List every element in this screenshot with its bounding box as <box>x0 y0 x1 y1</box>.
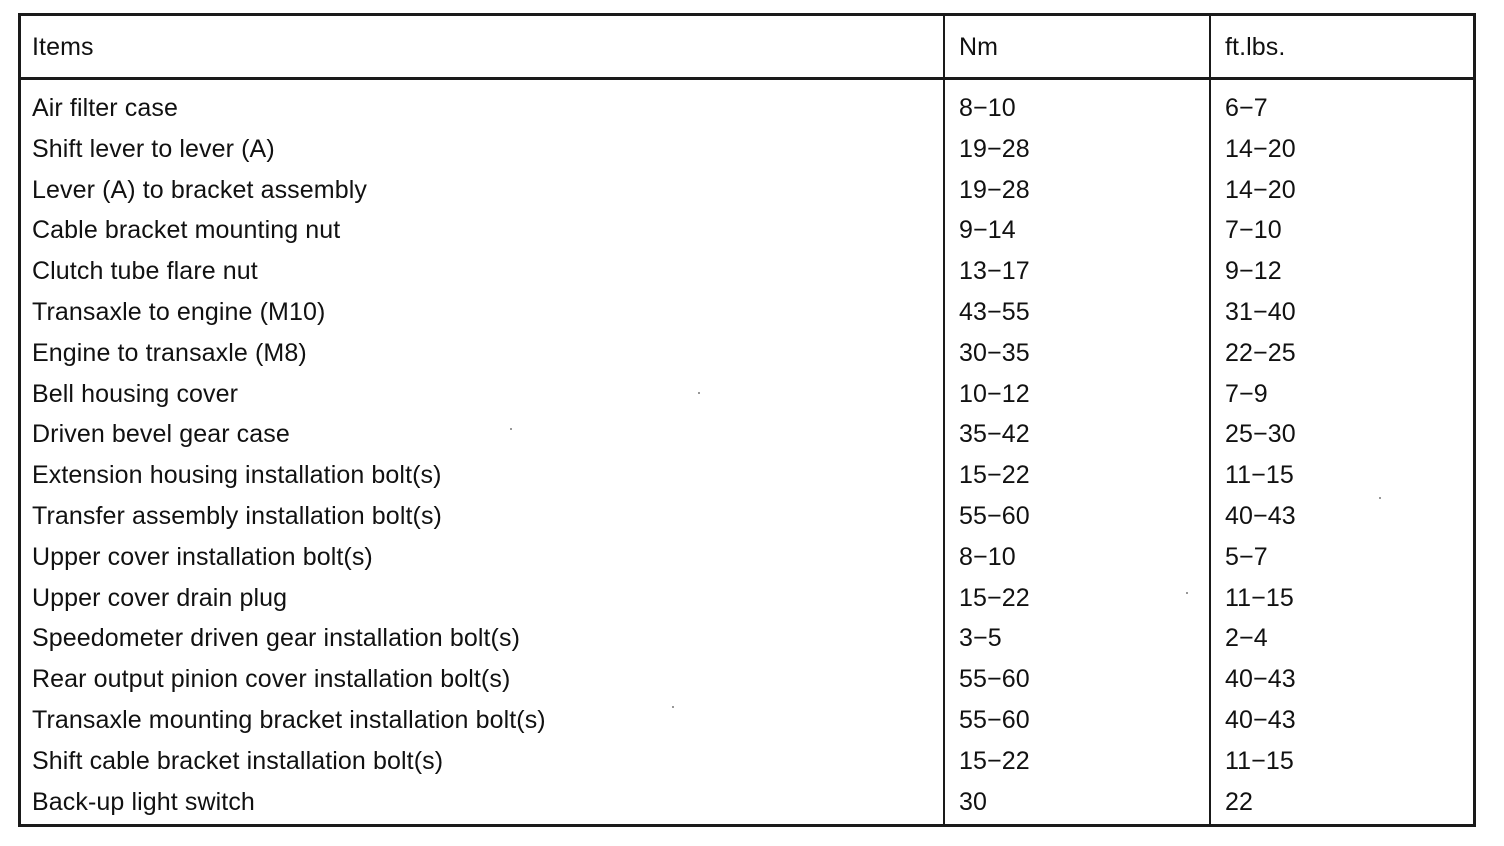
table-row <box>21 374 1473 415</box>
nm-cell: 13−17 <box>959 257 1030 286</box>
nm-cell: 35−42 <box>959 420 1030 449</box>
table-row <box>21 455 1473 496</box>
nm-cell: 9−14 <box>959 216 1016 245</box>
item-cell: Bell housing cover <box>32 379 239 408</box>
table-header-row <box>21 16 1473 77</box>
table-row <box>21 333 1473 374</box>
scan-speck <box>1379 497 1381 499</box>
item-cell: Shift lever to lever (A) <box>32 134 275 163</box>
item-cell: Transaxle mounting bracket installation bolt(s) <box>32 705 546 734</box>
ftlbs-cell: 40−43 <box>1225 501 1296 530</box>
table-row <box>21 251 1473 292</box>
nm-cell: 15−22 <box>959 583 1030 612</box>
table-row <box>21 292 1473 333</box>
nm-cell: 19−28 <box>959 175 1030 204</box>
table-row <box>21 129 1473 170</box>
ftlbs-cell: 14−20 <box>1225 134 1296 163</box>
nm-cell: 15−22 <box>959 746 1030 775</box>
ftlbs-cell: 7−10 <box>1225 216 1282 245</box>
nm-cell: 8−10 <box>959 94 1016 122</box>
ftlbs-cell: 2−4 <box>1225 624 1268 653</box>
ftlbs-cell: 11−15 <box>1225 461 1294 490</box>
ftlbs-cell: 22 <box>1225 787 1254 816</box>
item-cell: Rear output pinion cover installation bolt(s) <box>32 665 511 694</box>
item-cell: Extension housing installation bolt(s) <box>32 461 442 490</box>
table-row <box>21 210 1473 251</box>
ftlbs-cell: 11−15 <box>1225 583 1294 612</box>
ftlbs-cell: 14−20 <box>1225 175 1296 204</box>
header-items: Items <box>32 33 94 61</box>
table-row <box>21 170 1473 211</box>
item-cell: Shift cable bracket installation bolt(s) <box>32 746 444 775</box>
ftlbs-cell: 11−15 <box>1225 746 1294 775</box>
header-nm: Nm <box>959 33 999 61</box>
item-cell: Lever (A) to bracket assembly <box>32 175 367 204</box>
nm-cell: 30 <box>959 787 988 816</box>
nm-cell: 15−22 <box>959 461 1030 490</box>
scan-speck <box>672 706 674 708</box>
nm-cell: 8−10 <box>959 542 1016 571</box>
nm-cell: 55−60 <box>959 705 1030 734</box>
ftlbs-cell: 40−43 <box>1225 665 1296 694</box>
nm-cell: 3−5 <box>959 624 1002 653</box>
item-cell: Upper cover drain plug <box>32 583 288 612</box>
ftlbs-cell: 5−7 <box>1225 542 1268 571</box>
ftlbs-cell: 9−12 <box>1225 257 1282 286</box>
scan-speck <box>698 392 700 394</box>
table-body <box>21 88 1473 822</box>
nm-cell: 55−60 <box>959 665 1030 694</box>
table-row <box>21 618 1473 659</box>
item-cell: Air filter case <box>32 94 178 122</box>
ftlbs-cell: 6−7 <box>1225 94 1268 122</box>
item-cell: Driven bevel gear case <box>32 420 290 449</box>
item-cell: Cable bracket mounting nut <box>32 216 341 245</box>
table-row <box>21 414 1473 455</box>
nm-cell: 10−12 <box>959 379 1030 408</box>
ftlbs-cell: 31−40 <box>1225 297 1296 326</box>
table-row <box>21 578 1473 619</box>
torque-spec-table <box>18 13 1476 827</box>
item-cell: Transaxle to engine (M10) <box>32 297 326 326</box>
scan-speck <box>1186 592 1188 594</box>
table-row <box>21 659 1473 700</box>
nm-cell: 55−60 <box>959 501 1030 530</box>
item-cell: Clutch tube flare nut <box>32 257 258 286</box>
table-row <box>21 700 1473 741</box>
item-cell: Speedometer driven gear installation bolt(s) <box>32 624 520 653</box>
ftlbs-cell: 7−9 <box>1225 379 1268 408</box>
item-cell: Back-up light switch <box>32 787 255 816</box>
table-row <box>21 741 1473 782</box>
table-row <box>21 782 1473 823</box>
header-divider <box>21 77 1473 80</box>
nm-cell: 19−28 <box>959 134 1030 163</box>
table-row <box>21 537 1473 578</box>
ftlbs-cell: 40−43 <box>1225 705 1296 734</box>
table-row <box>21 88 1473 129</box>
nm-cell: 43−55 <box>959 297 1030 326</box>
item-cell: Upper cover installation bolt(s) <box>32 542 373 571</box>
ftlbs-cell: 25−30 <box>1225 420 1296 449</box>
header-ftlbs: ft.lbs. <box>1225 33 1286 61</box>
nm-cell: 30−35 <box>959 338 1030 367</box>
item-cell: Transfer assembly installation bolt(s) <box>32 501 442 530</box>
ftlbs-cell: 22−25 <box>1225 338 1296 367</box>
item-cell: Engine to transaxle (M8) <box>32 338 307 367</box>
table-row <box>21 496 1473 537</box>
scan-speck <box>510 428 512 430</box>
